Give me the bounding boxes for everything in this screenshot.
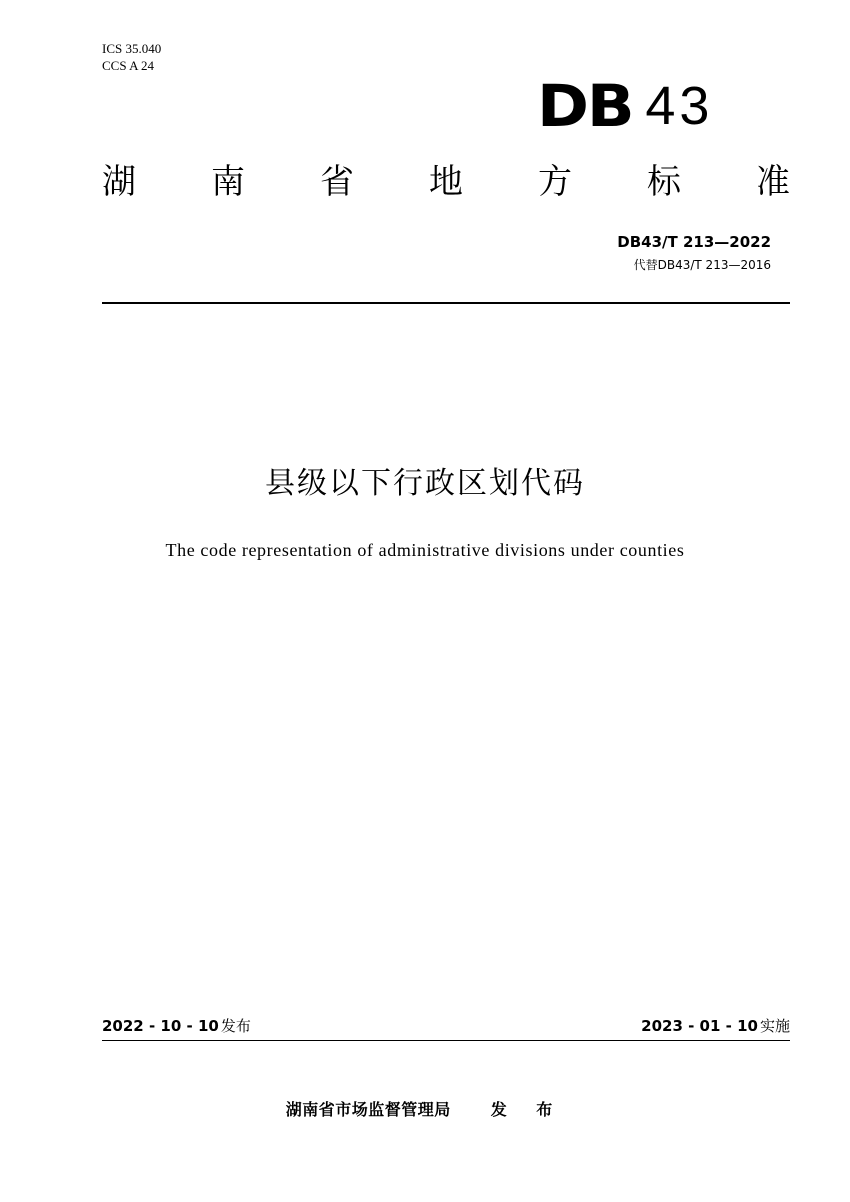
standard-type-char: 湖 (102, 162, 136, 202)
db-logo (537, 72, 714, 140)
classification-codes (102, 40, 161, 74)
standard-type-char: 标 (647, 162, 681, 202)
implementation-date: 2023 - 01 - 10 (641, 1017, 758, 1035)
implementation-label: 实施 (759, 1017, 790, 1035)
issue-date-line (102, 1016, 251, 1036)
publisher-action: 发 布 (490, 1100, 565, 1119)
db-mark: DB (537, 72, 633, 140)
db-region-code: 43 (645, 76, 714, 136)
standard-type-char: 准 (756, 162, 790, 202)
footer-divider (102, 1040, 790, 1041)
standard-type-char: 南 (211, 162, 245, 202)
standard-type-char: 地 (429, 162, 463, 202)
implementation-date-line (641, 1016, 790, 1036)
document-title-english: The code representation of administrative divisions under counties (165, 540, 685, 560)
publisher-line (0, 1099, 850, 1121)
document-title: 县级以下行政区划代码 (265, 466, 585, 501)
standard-type-char: 省 (320, 162, 354, 202)
issue-label: 发布 (220, 1017, 251, 1035)
ics-code: ICS 35.040 (102, 41, 162, 56)
publisher-organization: 湖南省市场监督管理局 (285, 1100, 451, 1119)
standard-type-char: 方 (538, 162, 572, 202)
header-divider (102, 302, 790, 304)
replaces-standard: 代替DB43/T 213—2016 (633, 258, 771, 272)
standard-number: DB43/T 213—2022 (617, 233, 771, 251)
standard-type-title (102, 160, 790, 204)
ccs-code: CCS A 24 (102, 58, 155, 73)
issue-date: 2022 - 10 - 10 (102, 1017, 219, 1035)
